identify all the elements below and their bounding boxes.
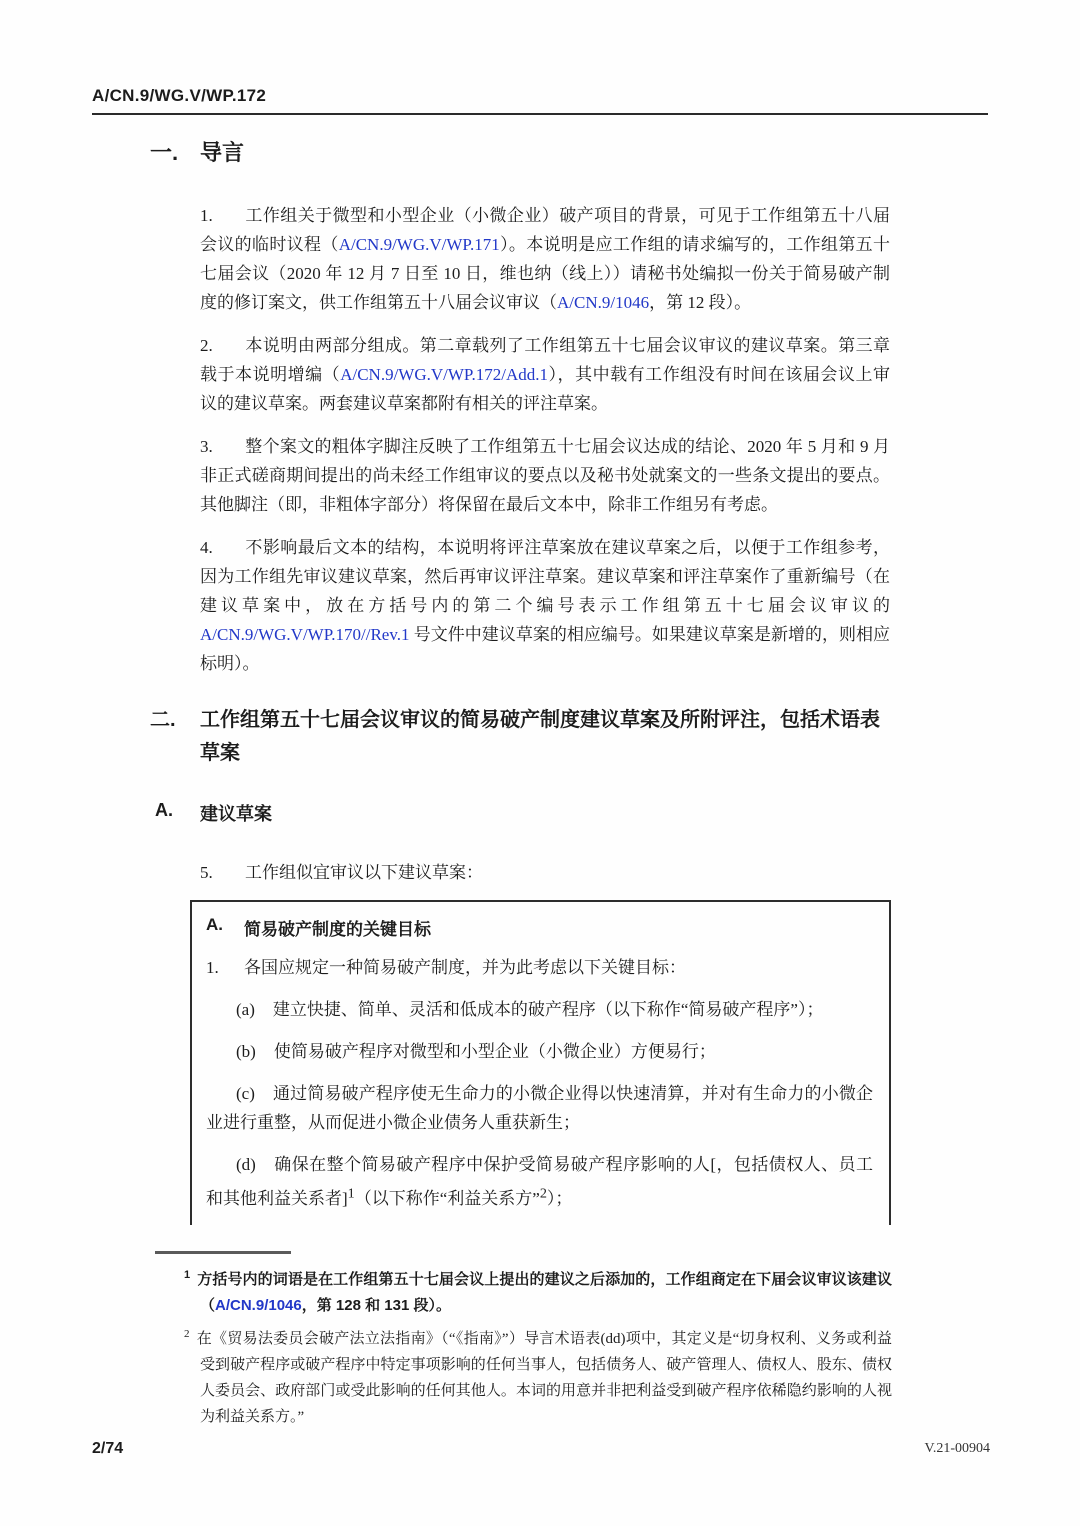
subsection-title: 建议草案 — [200, 804, 272, 824]
footnote-separator — [155, 1251, 291, 1254]
text-run: ）； — [546, 1188, 573, 1208]
paragraph-text — [200, 538, 890, 673]
box-item-1 — [206, 954, 873, 982]
document-link[interactable]: A/CN.9/1046 — [215, 1296, 302, 1314]
box-heading — [206, 915, 873, 940]
text-run: ，第 12 段）。 — [649, 293, 752, 312]
box-heading-title: 简易破产制度的关键目标 — [244, 920, 431, 939]
footnote-1 — [184, 1267, 892, 1319]
paragraph-text — [200, 336, 890, 413]
section-number: 一. — [150, 140, 179, 165]
text-run: 通过简易破产程序使无生命力的小微企业得以快速清算，并对有生命力的小微企业进行重整，从而促进小微企业债务人重获新生； — [206, 1084, 873, 1132]
text-run: 确保在整个简易破产程序中保护受简易破产程序影响的人[，包括债权人、员工和其他利益关系者] — [206, 1155, 873, 1208]
subitem-text — [206, 1155, 873, 1208]
subitem-label: (d) — [236, 1155, 256, 1174]
text-run: 方括号内的词语是在工作组第五十七届会议上提出的建议之后添加的，工作组商定在下届会议审议该建议（ — [197, 1270, 892, 1314]
footnote-text — [197, 1271, 892, 1314]
page-number: 2/74 — [92, 1440, 124, 1457]
box-subitem-c — [206, 1079, 873, 1137]
text-run: 工作组关于微型和小型企业（小微企业）破产项目的背景，可见于工作组第五十八届会议的临时议程（ — [200, 206, 890, 254]
document-link[interactable]: A/CN.9/1046 — [557, 293, 650, 312]
box-subitem-d — [206, 1150, 873, 1213]
text-run: 本说明由两部分组成。第二章载列了工作组第五十七届会议审议的建议草案。第三章载于本说明增编（ — [200, 336, 890, 384]
paragraph-text: 工作组似宜审议以下建议草案： — [245, 863, 483, 882]
footnote-ref: 2 — [539, 1185, 547, 1201]
text-run: ），其中载有工作组没有时间在该届会议上审议的建议草案。两套建议草案都附有相关的评注草案。 — [200, 365, 891, 413]
recommendation-box — [190, 900, 891, 1225]
subitem-label: (c) — [236, 1084, 255, 1103]
subitem-text — [206, 1084, 873, 1132]
box-item-text: 各国应规定一种简易破产制度，并为此考虑以下关键目标： — [244, 958, 686, 977]
document-content — [0, 136, 1080, 1437]
document-symbol: A/CN.9/WG.V/WP.172 — [92, 86, 267, 105]
box-heading-number: A. — [206, 915, 223, 934]
subitem-text — [274, 1042, 716, 1061]
footnote-2 — [184, 1326, 892, 1430]
header-rule — [92, 113, 988, 115]
subitem-label: (b) — [236, 1042, 256, 1061]
paragraph-2 — [200, 331, 890, 418]
text-run: 号文件中建议草案的相应编号。如果建议草案是新增的，则相应标明）。 — [200, 625, 890, 673]
document-link[interactable]: A/CN.9/WG.V/WP.171 — [338, 235, 500, 254]
subitem-label: (a) — [236, 1000, 255, 1019]
paragraph-number: 4. — [200, 538, 213, 557]
paragraph-4 — [200, 533, 890, 678]
paragraph-number: 2. — [200, 336, 213, 355]
document-link[interactable]: A/CN.9/WG.V/WP.170//Rev.1 — [200, 625, 410, 644]
footnote-marker: 1 — [184, 1268, 191, 1281]
subitem-text — [273, 1000, 824, 1019]
box-subitem-a — [206, 995, 873, 1024]
section-heading-two — [150, 704, 895, 770]
subsection-heading-a — [155, 800, 1080, 826]
paragraph-text — [200, 437, 890, 514]
text-run: 整个案文的粗体字脚注反映了工作组第五十七届会议达成的结论、2020 年 5 月和 9 月非正式磋商期间提出的尚未经工作组审议的要点以及秘书处就案文的一些条文提出的要点。其他脚注（即，非粗体字部分）将保留在最后文本中，除非工作组另有考虑。 — [200, 437, 890, 514]
paragraph-text — [200, 206, 890, 312]
footnote-marker: 2 — [184, 1327, 190, 1340]
footnote-ref: 1 — [347, 1185, 355, 1201]
paragraph-number: 5. — [200, 863, 213, 882]
section-number: 二. — [150, 709, 176, 731]
text-run: 不影响最后文本的结构，本说明将评注草案放在建议草案之后，以便于工作组参考，因为工作组先审议建议草案，然后再审议评注草案。建议草案和评注草案作了重新编号（在建议草案中，放在方括号内的第二个编号表示工作组第五十七届会议审议的 — [200, 538, 890, 615]
box-item-number: 1. — [206, 958, 219, 977]
document-link[interactable]: A/CN.9/WG.V/WP.172/Add.1 — [340, 365, 548, 384]
paragraph-5 — [200, 858, 890, 887]
paragraph-number: 3. — [200, 437, 213, 456]
paragraph-3 — [200, 432, 890, 519]
text-run: 在《贸易法委员会破产法立法指南》（“《指南》”）导言术语表(dd)项中，其定义是“切身权利、义务或利益受到破产程序或破产程序中特定事项影响的任何当事人，包括债务人、破产管理人、债权人、股东、债权人委员会、政府部门或受此影响的任何其他人。本词的用意并非把利益受到破产程序依稀隐约影响的人视为利益关系方。” — [196, 1330, 892, 1425]
footnote-text — [197, 1331, 893, 1425]
box-subitem-b — [206, 1037, 873, 1066]
text-run: ，第 128 和 131 段）。 — [301, 1296, 451, 1314]
section-title: 工作组第五十七届会议审议的简易破产制度建议草案及所附评注，包括术语表草案 — [200, 709, 880, 764]
text-run: ）。本说明是应工作组的请求编写的，工作组第五十七届会议（2020 年 12 月 7 日至 10 日，维也纳（线上））请秘书处编拟一份关于简易破产制度的修订案文，供工作组第五十八届会议审议（ — [200, 235, 891, 312]
text-run: 建立快捷、简单、灵活和低成本的破产程序（以下称作“简易破产程序”）； — [272, 1000, 824, 1019]
paragraph-1 — [200, 201, 890, 317]
section-title: 导言 — [200, 140, 245, 165]
text-run: 使简易破产程序对微型和小型企业（小微企业）方便易行； — [273, 1042, 716, 1061]
document-id: V.21-00904 — [924, 1441, 990, 1456]
paragraph-number: 1. — [200, 206, 213, 225]
text-run: （以下称作“利益关系方” — [354, 1188, 540, 1208]
subsection-number: A. — [155, 800, 173, 820]
section-heading-intro — [150, 136, 1080, 167]
